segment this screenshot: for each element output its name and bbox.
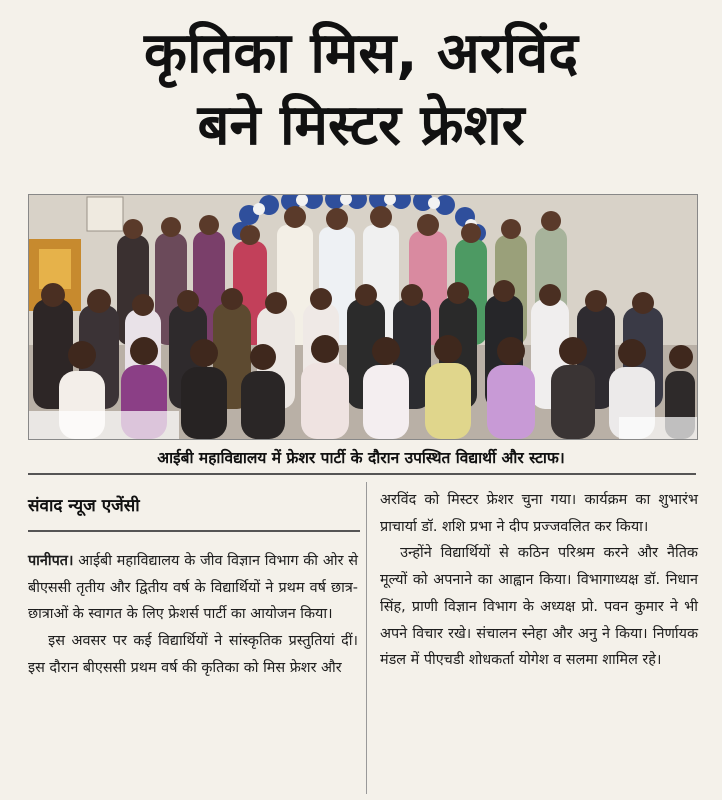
caption-rule [28, 473, 696, 475]
headline-line-2: बने मिस्टर फ्रेशर [197, 93, 525, 158]
article-column-right [380, 487, 698, 674]
article-paragraph-4: उन्होंने विद्यार्थियों से कठिन परिश्रम करने और नैतिक मूल्यों को अपनाने का आह्वान किया। विभागाध्यक्ष डॉ. निधान सिंह, प्राणी विज्ञान विभाग के अध्यक्ष प्रो. पवन कुमार ने भी अपने विचार रखे। संचालन स्नेहा और अनु ने किया। निर्णायक मंडल में पीएचडी शोधकर्ता योगेश व सलमा शामिल रहे। [380, 545, 698, 669]
group-photo-icon [29, 195, 697, 439]
group-photo [28, 194, 698, 440]
dateline: पानीपत। [28, 553, 74, 569]
article-paragraph-1 [28, 548, 358, 628]
headline-line-1: कृतिका मिस, अरविंद [143, 21, 579, 86]
byline-rule [28, 530, 360, 532]
article-paragraph-3: अरविंद को मिस्टर फ्रेशर चुना गया। कार्यक्रम का शुभारंभ प्राचार्या डॉ. शशि प्रभा ने दीप प्रज्जवलित कर किया। [380, 492, 698, 535]
article-paragraph-2: इस अवसर पर कई विद्यार्थियों ने सांस्कृतिक प्रस्तुतियां दीं। इस दौरान बीएससी प्रथम वर्ष की कृतिका को मिस फ्रेशर और [28, 633, 358, 676]
article-column-left [28, 548, 358, 682]
paragraph-1-text: आईबी महाविद्यालय के जीव विज्ञान विभाग की ओर से बीएससी तृतीय और द्वितीय वर्ष के विद्यार्थियों ने प्रथम वर्ष छात्र-छात्राओं के स्वागत के लिए फ्रेशर्स पार्टी का आयोजन किया। [28, 553, 358, 623]
column-divider [366, 482, 367, 794]
photo-caption: आईबी महाविद्यालय में फ्रेशर पार्टी के दौरान उपस्थित विद्यार्थी और स्टाफ। [157, 449, 565, 467]
headline [0, 18, 722, 162]
byline: संवाद न्यूज एजेंसी [28, 496, 140, 516]
